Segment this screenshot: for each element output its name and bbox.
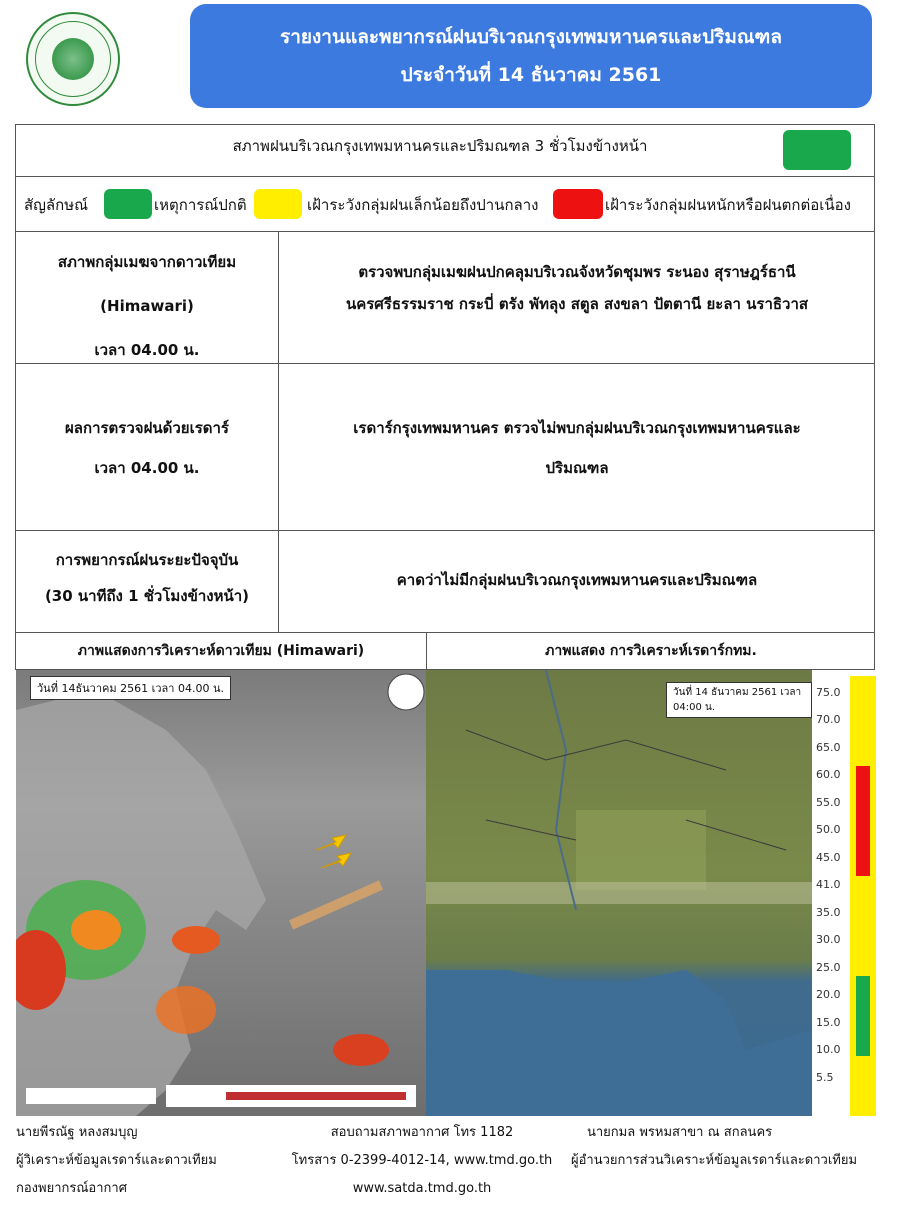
status-indicator xyxy=(783,130,851,170)
footer-line: กองพยากรณ์อากาศ xyxy=(16,1181,127,1196)
scale-tick: 41.0 xyxy=(816,878,841,891)
scale-tick: 10.0 xyxy=(816,1043,841,1056)
scale-tick: 20.0 xyxy=(816,988,841,1001)
radar-map xyxy=(426,670,812,1116)
value-line: นครศรีธรรมราช กระบี่ ตรัง พัทลุง สตูล สงขลา ปัตตานี ยะลา นราธิวาส xyxy=(345,295,809,313)
divider xyxy=(15,632,875,633)
report-date: ประจำวันที่ 14 ธันวาคม 2561 xyxy=(400,64,662,86)
satellite-timestamp: วันที่ 14ธันวาคม 2561 เวลา 04.00 น. xyxy=(30,676,231,700)
value-line: เรดาร์กรุงเทพมหานคร ตรวจไม่พบกลุ่มฝนบริเวณกรุงเทพมหานครและ xyxy=(353,419,801,437)
legend-swatch-green xyxy=(104,189,152,219)
footer-line: ผู้อำนวยการส่วนวิเคราะห์ข้อมูลเรดาร์และดาวเทียม xyxy=(571,1153,858,1168)
value-line: ปริมณฑล xyxy=(545,459,609,477)
radar-color-bar xyxy=(850,676,876,1116)
nowcast-value: คาดว่าไม่มีกลุ่มฝนบริเวณกรุงเทพมหานครและปริมณฑล xyxy=(396,571,758,589)
value-line: ตรวจพบกลุ่มเมฆฝนปกคลุมบริเวณจังหวัดชุมพร ระนอง สุราษฎร์ธานี xyxy=(358,263,796,281)
scale-tick: 30.0 xyxy=(816,933,841,946)
label-line: การพยากรณ์ฝนระยะปัจจุบัน xyxy=(55,551,239,569)
rain-cloud-core xyxy=(172,926,220,954)
legend-text-heavy: เฝ้าระวังกลุ่มฝนหนักหรือฝนตกต่อเนื่อง xyxy=(605,196,851,214)
footer-line: โทรสาร 0-2399-4012-14, www.tmd.go.th xyxy=(291,1153,553,1168)
radar-image xyxy=(426,670,812,1116)
scale-tick: 35.0 xyxy=(816,906,841,919)
scale-tick: 15.0 xyxy=(816,1016,841,1029)
footer-line: ผู้วิเคราะห์ข้อมูลเรดาร์และดาวเทียม xyxy=(16,1153,217,1168)
sea-area xyxy=(426,970,812,1116)
scale-tick: 5.5 xyxy=(816,1071,834,1084)
arrow-icon xyxy=(321,853,351,868)
footer-line: นายพีรณัฐ หลงสมบุญ xyxy=(16,1125,138,1140)
legend-swatch-red xyxy=(553,189,603,219)
scale-tick: 55.0 xyxy=(816,796,841,809)
radar-band xyxy=(426,882,812,904)
tmd-mini-logo xyxy=(388,674,424,710)
divider xyxy=(15,231,875,232)
footer-line: นายกมล พรหมสาขา ณ สกลนคร xyxy=(587,1125,773,1140)
label-line: สภาพกลุ่มเมฆจากดาวเทียม xyxy=(57,253,237,271)
radar-check-label xyxy=(16,408,278,488)
nowcast-label xyxy=(16,542,278,614)
band-line xyxy=(291,885,381,925)
color-scale-bar xyxy=(226,1092,406,1100)
footer-line: www.satda.tmd.go.th xyxy=(352,1181,492,1196)
report-title-banner xyxy=(190,4,872,108)
scale-tick: 70.0 xyxy=(816,713,841,726)
label-line: เวลา 04.00 น. xyxy=(94,459,200,477)
label-line: (Himawari) xyxy=(100,297,194,315)
satellite-image xyxy=(16,670,426,1116)
rain-cloud-area xyxy=(156,986,216,1034)
footer-analyst xyxy=(16,1125,217,1197)
legend-box xyxy=(26,1088,156,1104)
scale-tick: 60.0 xyxy=(816,768,841,781)
logo-emblem xyxy=(52,38,94,80)
bangkok-area xyxy=(576,810,706,890)
scale-tick: 25.0 xyxy=(816,961,841,974)
status-row-text: สภาพฝนบริเวณกรุงเทพมหานครและปริมณฑล 3 ชั่วโมงข้างหน้า xyxy=(232,137,648,155)
radar-timestamp: วันที่ 14 ธันวาคม 2561 เวลา 04:00 น. xyxy=(666,682,812,718)
report-title: รายงานและพยากรณ์ฝนบริเวณกรุงเทพมหานครและปริมณฑล xyxy=(280,26,782,48)
satellite-cloud-value xyxy=(279,256,875,320)
label-line: เวลา 04.00 น. xyxy=(94,341,200,359)
label-line: ผลการตรวจฝนด้วยเรดาร์ xyxy=(65,419,229,437)
arrow-icon xyxy=(316,835,346,850)
footer-contact xyxy=(272,1125,572,1197)
satellite-image-header: ภาพแสดงการวิเคราะห์ดาวเทียม (Himawari) xyxy=(77,643,365,659)
radar-check-value xyxy=(279,408,875,488)
divider xyxy=(15,530,875,531)
label-line: (30 นาทีถึง 1 ชั่วโมงข้างหน้า) xyxy=(44,587,250,605)
scale-tick: 65.0 xyxy=(816,741,841,754)
satellite-map xyxy=(16,670,426,1116)
legend-swatch-yellow xyxy=(254,189,302,219)
rain-cloud-core xyxy=(333,1034,389,1066)
scale-tick: 75.0 xyxy=(816,686,841,699)
river-line xyxy=(546,670,576,910)
tmd-logo xyxy=(26,12,120,106)
footer-line: สอบถามสภาพอากาศ โทร 1182 xyxy=(330,1125,514,1140)
color-bar-light xyxy=(856,976,870,1056)
scale-tick: 50.0 xyxy=(816,823,841,836)
divider xyxy=(15,176,875,177)
radar-scale-labels xyxy=(812,670,850,1116)
legend-text-moderate: เฝ้าระวังกลุ่มฝนเล็กน้อยถึงปานกลาง xyxy=(307,196,539,214)
color-bar-heavy xyxy=(856,766,870,876)
footer-director xyxy=(571,1125,881,1169)
legend-text-normal: เหตุการณ์ปกติ xyxy=(154,196,247,214)
rain-cloud-core xyxy=(71,910,121,950)
radar-image-header: ภาพแสดง การวิเคราะห์เรดาร์กทม. xyxy=(545,643,757,659)
satellite-cloud-label xyxy=(16,240,278,372)
legend-label: สัญลักษณ์ xyxy=(24,196,89,214)
scale-tick: 45.0 xyxy=(816,851,841,864)
